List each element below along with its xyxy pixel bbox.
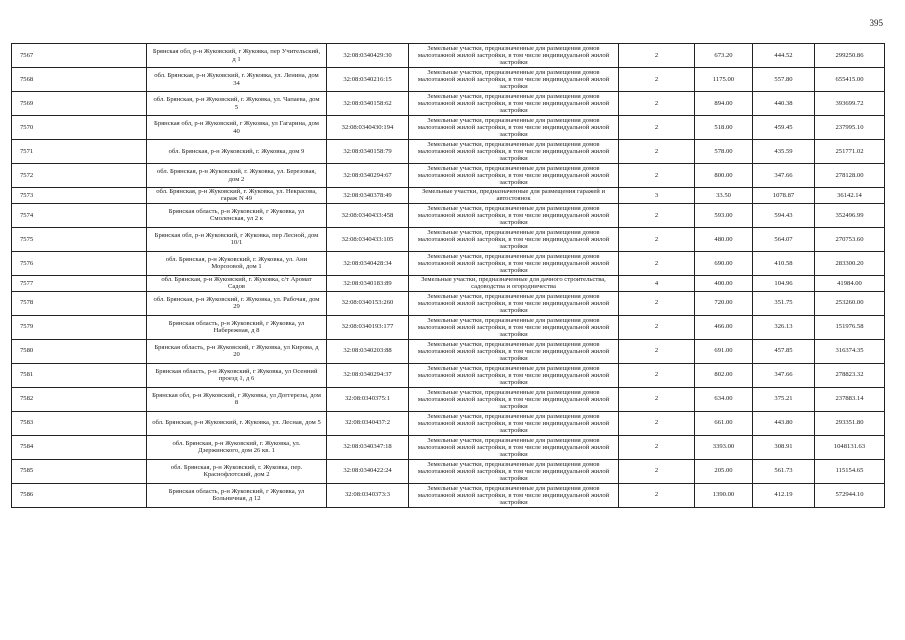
land-use-cell: Земельные участки, предназначенные для размещения домов малоэтажной жилой застройки, в том числе индивидуальной жилой застройки (409, 483, 619, 507)
table-row (12, 411, 885, 435)
cadastral-value-cell: 352496.99 (815, 203, 885, 227)
cadastral-value-cell: 572944.10 (815, 483, 885, 507)
specific-value-cell: 557.80 (753, 68, 815, 92)
use-group-cell: 2 (619, 92, 695, 116)
specific-value-cell: 435.59 (753, 140, 815, 164)
use-group-cell: 2 (619, 411, 695, 435)
land-use-cell: Земельные участки, предназначенные для размещения домов малоэтажной жилой застройки, в том числе индивидуальной жилой застройки (409, 164, 619, 188)
cadastral-number-cell: 32:08:0340375:1 (327, 387, 409, 411)
use-group-cell: 2 (619, 459, 695, 483)
address-cell: обл. Брянская, р-н Жуковский, г. Жуковка, ул. Дзержинского, дом 26 кв. 1 (147, 435, 327, 459)
row-number-cell: 7579 (12, 315, 147, 339)
table-row (12, 44, 885, 68)
cadastral-number-cell: 32:08:0340429:30 (327, 44, 409, 68)
cadastral-value-cell: 237883.14 (815, 387, 885, 411)
row-number-cell: 7577 (12, 275, 147, 291)
area-cell: 690.00 (695, 251, 753, 275)
area-cell: 800.00 (695, 164, 753, 188)
table-row (12, 68, 885, 92)
cadastral-number-cell: 32:08:0340437:2 (327, 411, 409, 435)
cadastral-value-cell: 251771.02 (815, 140, 885, 164)
cadastral-number-cell: 32:08:0340294:67 (327, 164, 409, 188)
use-group-cell: 4 (619, 275, 695, 291)
cadastral-number-cell: 32:08:0340216:15 (327, 68, 409, 92)
specific-value-cell: 347.66 (753, 164, 815, 188)
address-cell: обл. Брянская, р-н Жуковский, г. Жуковка, дом 9 (147, 140, 327, 164)
cadastral-number-cell: 32:08:0340203:88 (327, 339, 409, 363)
table-row (12, 164, 885, 188)
address-cell: обл. Брянская, р-н Жуковский, г. Жуковка, ул. Ленина, дом 34 (147, 68, 327, 92)
cadastral-number-cell: 32:08:0340193:177 (327, 315, 409, 339)
specific-value-cell: 347.66 (753, 363, 815, 387)
cadastral-number-cell: 32:08:0340294:37 (327, 363, 409, 387)
row-number-cell: 7571 (12, 140, 147, 164)
land-use-cell: Земельные участки, предназначенные для размещения домов малоэтажной жилой застройки, в том числе индивидуальной жилой застройки (409, 459, 619, 483)
row-number-cell: 7576 (12, 251, 147, 275)
area-cell: 691.00 (695, 339, 753, 363)
cadastral-value-cell: 393699.72 (815, 92, 885, 116)
specific-value-cell: 104.96 (753, 275, 815, 291)
area-cell: 3393.00 (695, 435, 753, 459)
use-group-cell: 2 (619, 483, 695, 507)
land-use-cell: Земельные участки, предназначенные для размещения домов малоэтажной жилой застройки, в том числе индивидуальной жилой застройки (409, 363, 619, 387)
table-body (12, 44, 885, 508)
row-number-cell: 7585 (12, 459, 147, 483)
land-use-cell: Земельные участки, предназначенные для размещения домов малоэтажной жилой застройки, в том числе индивидуальной жилой застройки (409, 44, 619, 68)
use-group-cell: 2 (619, 203, 695, 227)
land-use-cell: Земельные участки, предназначенные для дачного строительства, садоводства и огородничества (409, 275, 619, 291)
cadastral-number-cell: 32:08:0340153:260 (327, 291, 409, 315)
land-use-cell: Земельные участки, предназначенные для размещения домов малоэтажной жилой застройки, в том числе индивидуальной жилой застройки (409, 291, 619, 315)
land-use-cell: Земельные участки, предназначенные для размещения домов малоэтажной жилой застройки, в том числе индивидуальной жилой застройки (409, 387, 619, 411)
cadastral-number-cell: 32:08:0340433:458 (327, 203, 409, 227)
use-group-cell: 2 (619, 435, 695, 459)
area-cell: 1390.00 (695, 483, 753, 507)
address-cell: обл. Брянская, р-н Жуковский, г. Жуковка, ул. Березовая, дом 2 (147, 164, 327, 188)
area-cell: 661.00 (695, 411, 753, 435)
use-group-cell: 2 (619, 68, 695, 92)
table-row (12, 140, 885, 164)
address-cell: Брянская обл, р-н Жуковский, г Жуковка, пер Лесной, дом 10/1 (147, 227, 327, 251)
address-cell: Брянская область, р-н Жуковский, г Жуковка, ул Больничная, д 12 (147, 483, 327, 507)
land-use-cell: Земельные участки, предназначенные для размещения домов малоэтажной жилой застройки, в том числе индивидуальной жилой застройки (409, 116, 619, 140)
address-cell: обл. Брянская, р-н Жуковский, г. Жуковка, ул. Лесная, дом 5 (147, 411, 327, 435)
land-use-cell: Земельные участки, предназначенные для размещения домов малоэтажной жилой застройки, в том числе индивидуальной жилой застройки (409, 92, 619, 116)
table-row (12, 188, 885, 204)
table-row (12, 363, 885, 387)
use-group-cell: 2 (619, 227, 695, 251)
use-group-cell: 2 (619, 315, 695, 339)
use-group-cell: 2 (619, 291, 695, 315)
table-row (12, 315, 885, 339)
row-number-cell: 7581 (12, 363, 147, 387)
area-cell: 894.00 (695, 92, 753, 116)
use-group-cell: 2 (619, 164, 695, 188)
cadastral-number-cell: 32:08:0340378:49 (327, 188, 409, 204)
table-row (12, 387, 885, 411)
table-row (12, 339, 885, 363)
cadastral-value-cell: 283300.20 (815, 251, 885, 275)
cadastral-number-cell: 32:08:0340158:79 (327, 140, 409, 164)
address-cell: Брянская область, р-н Жуковский, г Жуковка, ул Кирова, д 20 (147, 339, 327, 363)
cadastral-number-cell: 32:08:0340430:194 (327, 116, 409, 140)
cadastral-value-cell: 278823.32 (815, 363, 885, 387)
cadastral-number-cell: 32:08:0340422:24 (327, 459, 409, 483)
row-number-cell: 7575 (12, 227, 147, 251)
row-number-cell: 7570 (12, 116, 147, 140)
cadastral-value-cell: 41984.00 (815, 275, 885, 291)
cadastral-number-cell: 32:08:0340158:62 (327, 92, 409, 116)
cadastral-value-table (11, 43, 885, 508)
address-cell: обл. Брянская, р-н Жуковский, г. Жуковка, ул. Чапаева, дом 5 (147, 92, 327, 116)
specific-value-cell: 351.75 (753, 291, 815, 315)
cadastral-number-cell: 32:08:0340433:105 (327, 227, 409, 251)
area-cell: 400.00 (695, 275, 753, 291)
land-use-cell: Земельные участки, предназначенные для размещения домов малоэтажной жилой застройки, в том числе индивидуальной жилой застройки (409, 251, 619, 275)
land-use-cell: Земельные участки, предназначенные для размещения домов малоэтажной жилой застройки, в том числе индивидуальной жилой застройки (409, 435, 619, 459)
area-cell: 578.00 (695, 140, 753, 164)
cadastral-number-cell: 32:08:0340428:34 (327, 251, 409, 275)
cadastral-value-cell: 655415.00 (815, 68, 885, 92)
table-row (12, 251, 885, 275)
table-row (12, 227, 885, 251)
land-use-cell: Земельные участки, предназначенные для размещения домов малоэтажной жилой застройки, в том числе индивидуальной жилой застройки (409, 68, 619, 92)
use-group-cell: 2 (619, 251, 695, 275)
cadastral-number-cell: 32:08:0340373:3 (327, 483, 409, 507)
cadastral-value-cell: 115154.65 (815, 459, 885, 483)
table-row (12, 459, 885, 483)
use-group-cell: 2 (619, 44, 695, 68)
specific-value-cell: 412.19 (753, 483, 815, 507)
address-cell: Брянская область, р-н Жуковский, г Жуковка, ул Смоленская, ул 2 к (147, 203, 327, 227)
area-cell: 518.00 (695, 116, 753, 140)
cadastral-value-cell: 270753.60 (815, 227, 885, 251)
row-number-cell: 7574 (12, 203, 147, 227)
specific-value-cell: 443.80 (753, 411, 815, 435)
specific-value-cell: 440.38 (753, 92, 815, 116)
address-cell: обл. Брянская, р-н Жуковский, г. Жуковка, с/т Аромат Садов (147, 275, 327, 291)
row-number-cell: 7572 (12, 164, 147, 188)
address-cell: Брянская обл, р-н Жуковский, г Жуковка, пер Учительский, д 1 (147, 44, 327, 68)
address-cell: обл. Брянская, р-н Жуковский, г. Жуковка, ул. Рабочая, дом 29 (147, 291, 327, 315)
cadastral-value-cell: 1048131.63 (815, 435, 885, 459)
cadastral-value-cell: 151976.58 (815, 315, 885, 339)
use-group-cell: 2 (619, 363, 695, 387)
row-number-cell: 7568 (12, 68, 147, 92)
specific-value-cell: 444.52 (753, 44, 815, 68)
cadastral-value-cell: 299250.86 (815, 44, 885, 68)
row-number-cell: 7569 (12, 92, 147, 116)
row-number-cell: 7586 (12, 483, 147, 507)
specific-value-cell: 594.43 (753, 203, 815, 227)
specific-value-cell: 410.58 (753, 251, 815, 275)
use-group-cell: 3 (619, 188, 695, 204)
address-cell: Брянская область, р-н Жуковский, г Жуковка, ул Набережная, д 8 (147, 315, 327, 339)
cadastral-value-cell: 237995.10 (815, 116, 885, 140)
specific-value-cell: 561.73 (753, 459, 815, 483)
table-row (12, 483, 885, 507)
row-number-cell: 7573 (12, 188, 147, 204)
cadastral-number-cell: 32:08:0340183:89 (327, 275, 409, 291)
table-row (12, 203, 885, 227)
use-group-cell: 2 (619, 339, 695, 363)
address-cell: Брянская обл, р-н Жуковский, г Жуковка, ул Доггерезы, дом 8 (147, 387, 327, 411)
specific-value-cell: 308.91 (753, 435, 815, 459)
table-row (12, 275, 885, 291)
specific-value-cell: 326.13 (753, 315, 815, 339)
cadastral-value-cell: 278128.00 (815, 164, 885, 188)
cadastral-value-cell: 253260.00 (815, 291, 885, 315)
use-group-cell: 2 (619, 387, 695, 411)
address-cell: обл. Брянская, р-н Жуковский, г. Жуковка, ул. Некрасова, гараж N 49 (147, 188, 327, 204)
specific-value-cell: 459.45 (753, 116, 815, 140)
use-group-cell: 2 (619, 116, 695, 140)
row-number-cell: 7580 (12, 339, 147, 363)
table-row (12, 92, 885, 116)
cadastral-value-cell: 293351.80 (815, 411, 885, 435)
table-row (12, 116, 885, 140)
use-group-cell: 2 (619, 140, 695, 164)
specific-value-cell: 457.85 (753, 339, 815, 363)
land-use-cell: Земельные участки, предназначенные для размещения домов малоэтажной жилой застройки, в том числе индивидуальной жилой застройки (409, 315, 619, 339)
land-use-cell: Земельные участки, предназначенные для размещения домов малоэтажной жилой застройки, в том числе индивидуальной жилой застройки (409, 140, 619, 164)
land-use-cell: Земельные участки, предназначенные для размещения домов малоэтажной жилой застройки, в том числе индивидуальной жилой застройки (409, 203, 619, 227)
land-use-cell: Земельные участки, предназначенные для размещения домов малоэтажной жилой застройки, в том числе индивидуальной жилой застройки (409, 339, 619, 363)
address-cell: Брянская обл, р-н Жуковский, г Жуковка, ул Гагарина, дом 40 (147, 116, 327, 140)
row-number-cell: 7582 (12, 387, 147, 411)
area-cell: 634.00 (695, 387, 753, 411)
row-number-cell: 7584 (12, 435, 147, 459)
area-cell: 33.50 (695, 188, 753, 204)
area-cell: 720.00 (695, 291, 753, 315)
row-number-cell: 7583 (12, 411, 147, 435)
cadastral-value-cell: 36142.14 (815, 188, 885, 204)
table-row (12, 291, 885, 315)
area-cell: 1175.00 (695, 68, 753, 92)
area-cell: 593.00 (695, 203, 753, 227)
row-number-cell: 7567 (12, 44, 147, 68)
table-row (12, 435, 885, 459)
specific-value-cell: 1078.87 (753, 188, 815, 204)
land-use-cell: Земельные участки, предназначенные для размещения домов малоэтажной жилой застройки, в том числе индивидуальной жилой застройки (409, 227, 619, 251)
land-use-cell: Земельные участки, предназначенные для размещения домов малоэтажной жилой застройки, в том числе индивидуальной жилой застройки (409, 411, 619, 435)
address-cell: обл. Брянская, р-н Жуковский, г. Жуковка, пер. Краснофлотский, дом 2 (147, 459, 327, 483)
address-cell: обл. Брянская, р-н Жуковский, г. Жуковка, ул. Ани Морозовой, дом 1 (147, 251, 327, 275)
land-use-cell: Земельные участки, предназначенные для размещения гаражей и автостоянок (409, 188, 619, 204)
area-cell: 480.00 (695, 227, 753, 251)
cadastral-value-cell: 316374.35 (815, 339, 885, 363)
row-number-cell: 7578 (12, 291, 147, 315)
cadastral-number-cell: 32:08:0340347:18 (327, 435, 409, 459)
specific-value-cell: 564.07 (753, 227, 815, 251)
specific-value-cell: 375.21 (753, 387, 815, 411)
area-cell: 673.20 (695, 44, 753, 68)
address-cell: Брянская область, р-н Жуковский, г Жуковка, ул Осенний проезд 1, д 6 (147, 363, 327, 387)
page-number: 395 (869, 18, 883, 28)
area-cell: 205.00 (695, 459, 753, 483)
area-cell: 466.00 (695, 315, 753, 339)
area-cell: 802.00 (695, 363, 753, 387)
